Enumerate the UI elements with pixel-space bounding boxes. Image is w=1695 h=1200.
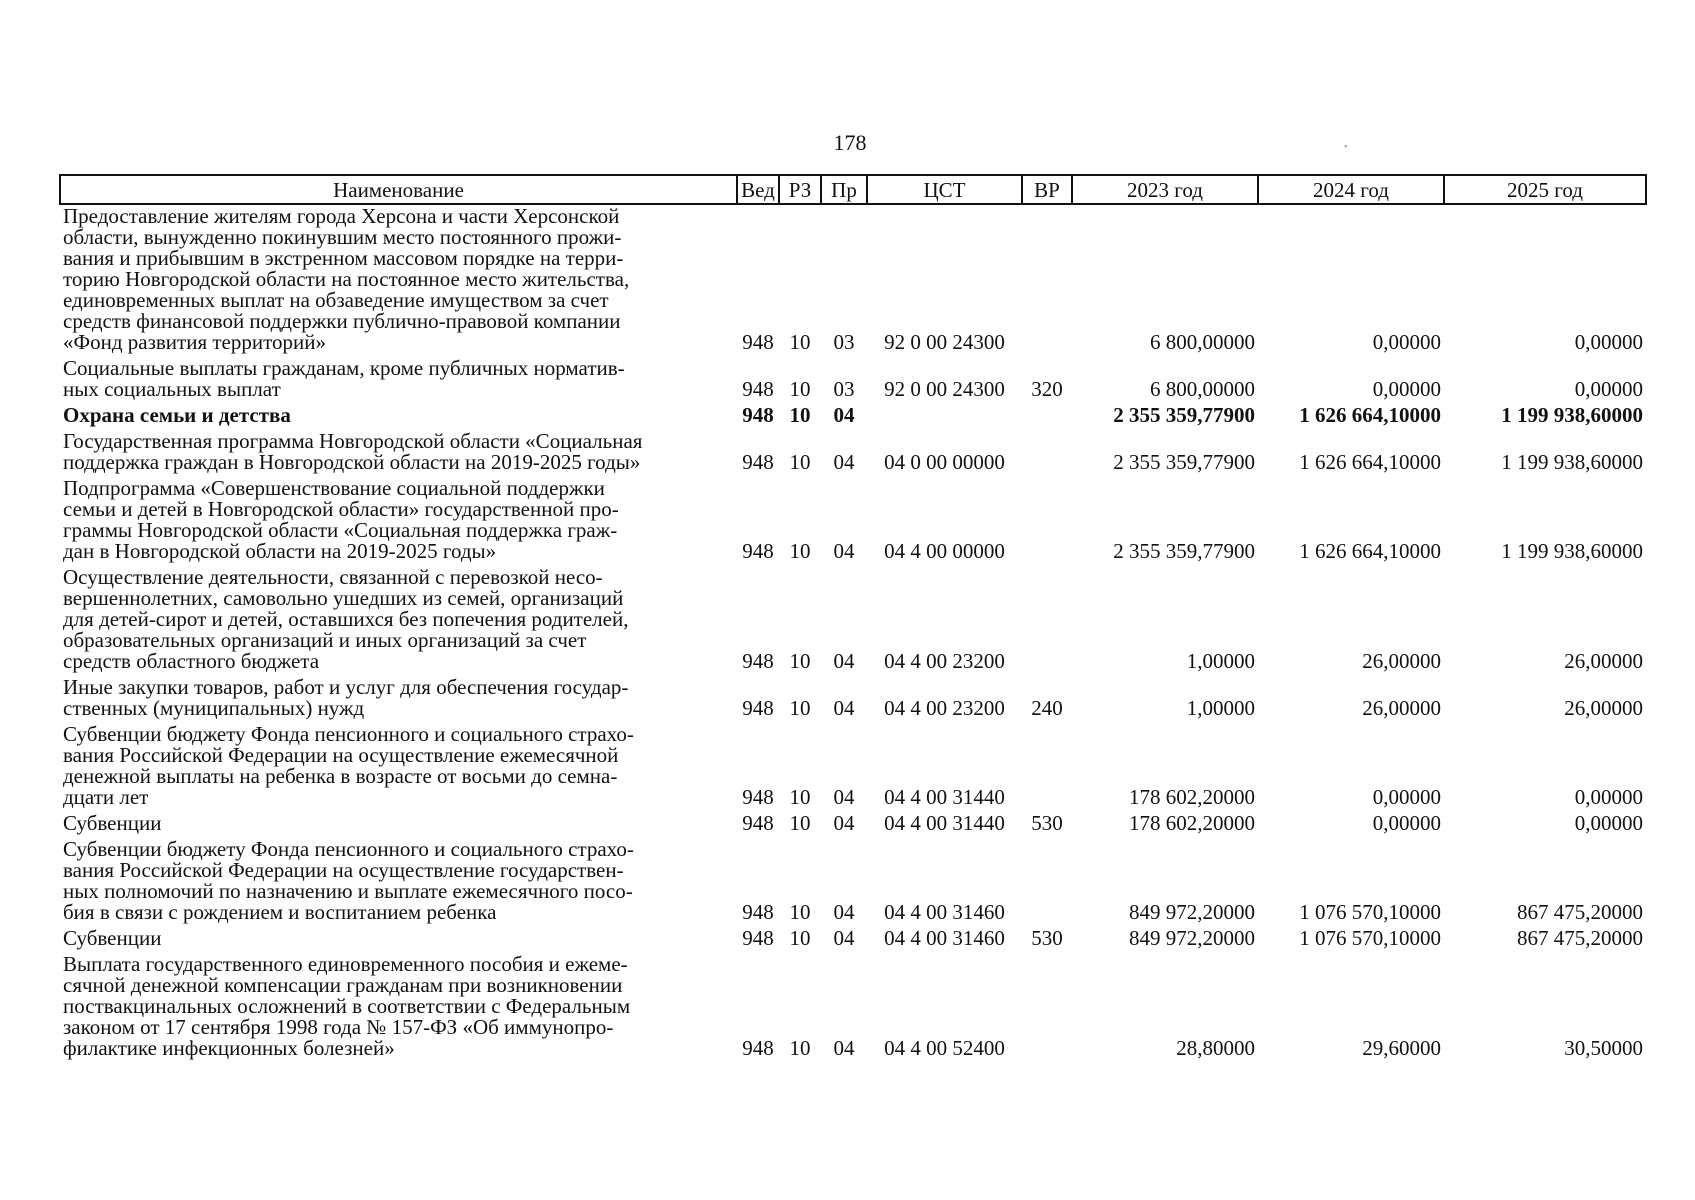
cell-y2025: 1 199 938,60000 xyxy=(1501,539,1643,563)
cell-y2023: 2 355 359,77900 xyxy=(1113,539,1255,563)
cell-name xyxy=(60,357,737,404)
cell-name xyxy=(60,927,737,953)
cell-pr: 04 xyxy=(833,1036,855,1060)
cell-y2024: 1 626 664,10000 xyxy=(1299,450,1441,474)
cell-pr: 04 xyxy=(833,785,855,809)
cell-vr xyxy=(1022,477,1072,566)
cell-ved: 948 xyxy=(742,900,774,924)
cell-vr xyxy=(1022,838,1072,927)
cell-pr: 04 xyxy=(833,450,855,474)
header-2023: 2023 год xyxy=(1072,175,1258,204)
cell-rz: 10 xyxy=(789,403,811,427)
page-number: 178 xyxy=(833,130,867,155)
scan-mark: • xyxy=(1344,142,1348,153)
table-row xyxy=(60,723,1646,812)
cell-vr: 530 xyxy=(1031,811,1063,835)
cell-y2024: 1 076 570,10000 xyxy=(1299,900,1441,924)
cell-pr: 04 xyxy=(833,696,855,720)
cell-pr: 04 xyxy=(833,811,855,835)
cell-y2025: 0,00000 xyxy=(1574,330,1643,354)
cell-pr: 04 xyxy=(833,539,855,563)
cell-y2025: 867 475,20000 xyxy=(1517,926,1643,950)
cell-y2024: 1 076 570,10000 xyxy=(1299,926,1441,950)
table-row xyxy=(60,204,1646,357)
cell-y2024: 1 626 664,10000 xyxy=(1299,539,1441,563)
cell-pr: 04 xyxy=(833,403,855,427)
row-name-text: Социальные выплаты гражданам, кроме публичных норматив- ных социальных выплат xyxy=(63,356,625,401)
table-row xyxy=(60,953,1646,1063)
cell-y2024: 0,00000 xyxy=(1372,330,1441,354)
cell-y2023: 178 602,20000 xyxy=(1129,785,1255,809)
row-name-text: Охрана семьи и детства xyxy=(63,403,291,427)
cell-pr: 03 xyxy=(833,330,855,354)
cell-y2025: 1 199 938,60000 xyxy=(1501,403,1643,427)
cell-rz: 10 xyxy=(789,377,811,401)
cell-vr: 320 xyxy=(1031,377,1063,401)
cell-y2023: 849 972,20000 xyxy=(1129,900,1255,924)
row-name-text: Государственная программа Новгородской области «Социальная поддержка граждан в Новгородской области на 2019-2025 годы» xyxy=(63,429,643,474)
header-cst: ЦСТ xyxy=(867,175,1022,204)
cell-y2024: 0,00000 xyxy=(1372,811,1441,835)
cell-y2025: 0,00000 xyxy=(1574,377,1643,401)
cell-y2023: 1,00000 xyxy=(1186,649,1255,673)
row-name-text: Выплата государственного единовременного пособия и ежеме- сячной денежной компенсации гражданам при возникновении поствакцинальных осложнений в соответствии с Федеральным законом от 17 сентября 1998 года № 157-ФЗ «Об иммунопро- филактике инфекционных болезней» xyxy=(63,952,631,1060)
cell-vr xyxy=(1022,204,1072,357)
cell-rz: 10 xyxy=(789,811,811,835)
cell-vr xyxy=(1022,404,1072,430)
cell-y2025: 26,00000 xyxy=(1564,649,1643,673)
cell-name xyxy=(60,723,737,812)
table-row xyxy=(60,404,1646,430)
cell-y2025: 1 199 938,60000 xyxy=(1501,450,1643,474)
cell-cst: 04 4 00 31460 xyxy=(884,926,1005,950)
row-name-text: Предоставление жителям города Херсона и части Херсонской области, вынужденно покинувшим место постоянного прожи- вания и прибывшим в экстренном массовом порядке на терри- торию Новгородской области на постоянное место жительства, единовременных выплат на обзаведение имуществом за счет средств финансовой поддержки публично-правовой компании «Фонд развития территорий» xyxy=(63,204,630,354)
cell-y2025: 867 475,20000 xyxy=(1517,900,1643,924)
cell-name xyxy=(60,838,737,927)
cell-cst: 04 4 00 23200 xyxy=(884,696,1005,720)
cell-name xyxy=(60,477,737,566)
header-rz: РЗ xyxy=(779,175,821,204)
cell-y2023: 28,80000 xyxy=(1176,1036,1255,1060)
cell-y2023: 178 602,20000 xyxy=(1129,811,1255,835)
cell-y2024: 0,00000 xyxy=(1372,785,1441,809)
cell-ved: 948 xyxy=(742,785,774,809)
cell-vr: 530 xyxy=(1031,926,1063,950)
cell-cst: 92 0 00 24300 xyxy=(884,377,1005,401)
cell-ved: 948 xyxy=(742,450,774,474)
cell-rz: 10 xyxy=(789,1036,811,1060)
cell-cst: 04 4 00 23200 xyxy=(884,649,1005,673)
cell-y2025: 30,50000 xyxy=(1564,1036,1643,1060)
cell-cst: 04 4 00 31440 xyxy=(884,785,1005,809)
row-name-text: Субвенции бюджету Фонда пенсионного и социального страхо- вания Российской Федерации на осуществление ежемесячной денежной выплаты на ребенка в возрасте от восьми до семна- дцати лет xyxy=(63,722,634,809)
cell-name xyxy=(60,204,737,357)
cell-ved: 948 xyxy=(742,1036,774,1060)
row-name-text: Субвенции xyxy=(63,926,162,950)
cell-ved: 948 xyxy=(742,811,774,835)
cell-ved: 948 xyxy=(742,330,774,354)
cell-vr xyxy=(1022,953,1072,1063)
cell-y2024: 26,00000 xyxy=(1362,696,1441,720)
cell-pr: 03 xyxy=(833,377,855,401)
cell-cst: 92 0 00 24300 xyxy=(884,330,1005,354)
cell-y2023: 6 800,00000 xyxy=(1150,377,1255,401)
row-name-text: Субвенции бюджету Фонда пенсионного и социального страхо- вания Российской Федерации на осуществление государствен- ных полномочий по назначению и выплате ежемесячного посо- бия в связи с рождением и воспитанием ребенка xyxy=(63,837,634,924)
cell-y2025: 0,00000 xyxy=(1574,811,1643,835)
cell-rz: 10 xyxy=(789,330,811,354)
cell-y2023: 1,00000 xyxy=(1186,696,1255,720)
cell-name xyxy=(60,812,737,838)
cell-ved: 948 xyxy=(742,696,774,720)
cell-cst: 04 4 00 00000 xyxy=(884,539,1005,563)
table-row xyxy=(60,430,1646,477)
cell-y2023: 2 355 359,77900 xyxy=(1113,450,1255,474)
cell-y2024: 1 626 664,10000 xyxy=(1299,403,1441,427)
cell-rz: 10 xyxy=(789,696,811,720)
cell-rz: 10 xyxy=(789,450,811,474)
header-vr: ВР xyxy=(1022,175,1072,204)
header-2024: 2024 год xyxy=(1258,175,1444,204)
cell-y2023: 2 355 359,77900 xyxy=(1113,403,1255,427)
row-name-text: Иные закупки товаров, работ и услуг для обеспечения государ- ственных (муниципальных) нужд xyxy=(63,675,629,720)
cell-name xyxy=(60,430,737,477)
cell-y2023: 849 972,20000 xyxy=(1129,926,1255,950)
cell-vr xyxy=(1022,430,1072,477)
cell-name xyxy=(60,404,737,430)
cell-ved: 948 xyxy=(742,377,774,401)
cell-name xyxy=(60,566,737,676)
cell-name xyxy=(60,676,737,723)
table-row xyxy=(60,477,1646,566)
cell-y2025: 26,00000 xyxy=(1564,696,1643,720)
cell-vr xyxy=(1022,723,1072,812)
cell-cst: 04 4 00 52400 xyxy=(884,1036,1005,1060)
cell-y2024: 26,00000 xyxy=(1362,649,1441,673)
cell-cst xyxy=(867,404,1022,430)
cell-ved: 948 xyxy=(742,403,774,427)
cell-rz: 10 xyxy=(789,649,811,673)
cell-y2024: 29,60000 xyxy=(1362,1036,1441,1060)
row-name-text: Осуществление деятельности, связанной с перевозкой несо- вершеннолетних, самовольно ушедших из семей, организаций для детей-сирот и детей, оставшихся без попечения родителей, образовательных организаций и иных организаций за счет средств областного бюджета xyxy=(63,565,629,673)
table-row xyxy=(60,566,1646,676)
table-header xyxy=(60,175,1646,204)
cell-name xyxy=(60,953,737,1063)
cell-rz: 10 xyxy=(789,926,811,950)
header-name: Наименование xyxy=(60,175,737,204)
cell-y2024: 0,00000 xyxy=(1372,377,1441,401)
cell-pr: 04 xyxy=(833,649,855,673)
table-row xyxy=(60,357,1646,404)
budget-table xyxy=(59,174,1647,1063)
table-row xyxy=(60,838,1646,927)
cell-pr: 04 xyxy=(833,900,855,924)
cell-y2025: 0,00000 xyxy=(1574,785,1643,809)
cell-rz: 10 xyxy=(789,900,811,924)
cell-rz: 10 xyxy=(789,785,811,809)
row-name-text: Субвенции xyxy=(63,811,162,835)
table-row xyxy=(60,812,1646,838)
cell-cst: 04 0 00 00000 xyxy=(884,450,1005,474)
cell-rz: 10 xyxy=(789,539,811,563)
cell-pr: 04 xyxy=(833,926,855,950)
cell-cst: 04 4 00 31440 xyxy=(884,811,1005,835)
header-pr: Пр xyxy=(821,175,867,204)
cell-ved: 948 xyxy=(742,649,774,673)
cell-vr: 240 xyxy=(1031,696,1063,720)
header-2025: 2025 год xyxy=(1444,175,1646,204)
cell-vr xyxy=(1022,566,1072,676)
table-row xyxy=(60,927,1646,953)
table-row xyxy=(60,676,1646,723)
cell-ved: 948 xyxy=(742,539,774,563)
cell-cst: 04 4 00 31460 xyxy=(884,900,1005,924)
header-ved: Вед xyxy=(737,175,779,204)
cell-ved: 948 xyxy=(742,926,774,950)
row-name-text: Подпрограмма «Совершенствование социальной поддержки семьи и детей в Новгородской области» государственной про- граммы Новгородской области «Социальная поддержка граж- дан в Новгородской области на 2019-2025 годы» xyxy=(63,476,619,563)
cell-y2023: 6 800,00000 xyxy=(1150,330,1255,354)
